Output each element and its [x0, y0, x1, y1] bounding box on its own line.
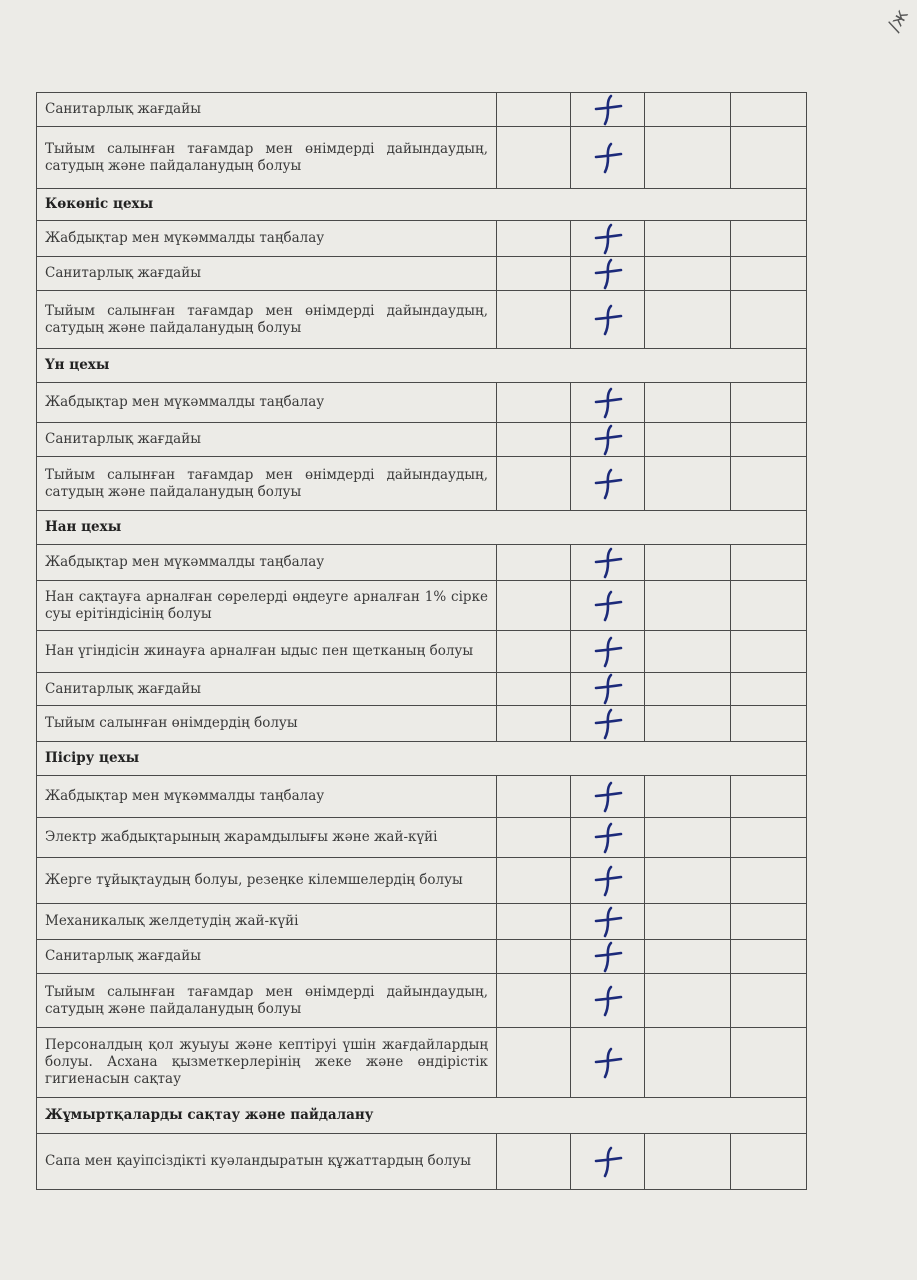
- checklist-body: [37, 93, 807, 1190]
- section-header-row: [37, 511, 807, 545]
- empty-cell: [497, 904, 571, 940]
- empty-cell: [731, 545, 807, 581]
- compliance-mark-cell: [571, 673, 645, 706]
- empty-cell: [645, 776, 731, 818]
- compliance-mark-cell: [571, 581, 645, 631]
- compliance-mark-cell: [571, 221, 645, 257]
- empty-cell: [731, 940, 807, 974]
- handwritten-plus-icon: [591, 1146, 625, 1178]
- checklist-row: [37, 1134, 807, 1190]
- checklist-row: [37, 383, 807, 423]
- requirement-text: Жабдықтар мен мүкәммалды таңбалау: [37, 221, 497, 257]
- empty-cell: [731, 1134, 807, 1190]
- requirement-text: Тыйым салынған тағамдар мен өнімдерді дайындаудың, сатудың және пайдаланудың болуы: [37, 127, 497, 189]
- empty-cell: [497, 581, 571, 631]
- checklist-row: [37, 257, 807, 291]
- empty-cell: [497, 257, 571, 291]
- empty-cell: [731, 776, 807, 818]
- compliance-mark-cell: [571, 818, 645, 858]
- compliance-mark-cell: [571, 1028, 645, 1098]
- requirement-text: Тыйым салынған тағамдар мен өнімдерді дайындаудың, сатудың және пайдаланудың болуы: [37, 457, 497, 511]
- empty-cell: [731, 631, 807, 673]
- empty-cell: [645, 457, 731, 511]
- empty-cell: [731, 858, 807, 904]
- handwritten-plus-icon: [591, 424, 625, 456]
- empty-cell: [497, 291, 571, 349]
- section-title: Үн цехы: [37, 349, 807, 383]
- empty-cell: [497, 423, 571, 457]
- handwritten-plus-icon: [591, 590, 625, 622]
- requirement-text: Санитарлық жағдайы: [37, 940, 497, 974]
- checklist-row: [37, 706, 807, 742]
- empty-cell: [645, 974, 731, 1028]
- handwritten-plus-icon: [591, 941, 625, 973]
- section-header-row: [37, 189, 807, 221]
- empty-cell: [497, 818, 571, 858]
- compliance-mark-cell: [571, 127, 645, 189]
- empty-cell: [645, 904, 731, 940]
- empty-cell: [497, 673, 571, 706]
- empty-cell: [497, 127, 571, 189]
- compliance-mark-cell: [571, 457, 645, 511]
- empty-cell: [731, 291, 807, 349]
- empty-cell: [497, 457, 571, 511]
- requirement-text: Тыйым салынған өнімдердің болуы: [37, 706, 497, 742]
- empty-cell: [497, 776, 571, 818]
- handwritten-plus-icon: [591, 822, 625, 854]
- checklist-row: [37, 776, 807, 818]
- requirement-text: Электр жабдықтарының жарамдылығы және жай-күйі: [37, 818, 497, 858]
- empty-cell: [645, 673, 731, 706]
- corner-handwritten-mark: /ж: [883, 5, 913, 36]
- empty-cell: [497, 974, 571, 1028]
- requirement-text: Санитарлық жағдайы: [37, 673, 497, 706]
- checklist-row: [37, 581, 807, 631]
- empty-cell: [497, 545, 571, 581]
- requirement-text: Нан сақтауға арналған сөрелерді өңдеуге арналған 1% сірке суы ерітіндісінің болуы: [37, 581, 497, 631]
- checklist-row: [37, 974, 807, 1028]
- empty-cell: [497, 1028, 571, 1098]
- requirement-text: Жабдықтар мен мүкәммалды таңбалау: [37, 545, 497, 581]
- checklist-row: [37, 1028, 807, 1098]
- empty-cell: [731, 581, 807, 631]
- section-title: Пісіру цехы: [37, 742, 807, 776]
- empty-cell: [497, 93, 571, 127]
- requirement-text: Санитарлық жағдайы: [37, 257, 497, 291]
- checklist-row: [37, 858, 807, 904]
- empty-cell: [731, 974, 807, 1028]
- requirement-text: Тыйым салынған тағамдар мен өнімдерді дайындаудың, сатудың және пайдаланудың болуы: [37, 974, 497, 1028]
- empty-cell: [497, 631, 571, 673]
- compliance-mark-cell: [571, 383, 645, 423]
- handwritten-plus-icon: [591, 223, 625, 255]
- checklist-row: [37, 940, 807, 974]
- checklist-row: [37, 127, 807, 189]
- compliance-mark-cell: [571, 858, 645, 904]
- compliance-mark-cell: [571, 631, 645, 673]
- empty-cell: [645, 818, 731, 858]
- empty-cell: [731, 1028, 807, 1098]
- checklist-row: [37, 673, 807, 706]
- checklist-row: [37, 545, 807, 581]
- checklist-row: [37, 904, 807, 940]
- handwritten-plus-icon: [591, 781, 625, 813]
- empty-cell: [731, 423, 807, 457]
- section-title: Жұмыртқаларды сақтау және пайдалану: [37, 1098, 807, 1134]
- compliance-mark-cell: [571, 1134, 645, 1190]
- requirement-text: Нан үгіндісін жинауға арналған ыдыс пен щетканың болуы: [37, 631, 497, 673]
- handwritten-plus-icon: [591, 708, 625, 740]
- requirement-text: Жабдықтар мен мүкәммалды таңбалау: [37, 383, 497, 423]
- checklist-row: [37, 291, 807, 349]
- empty-cell: [731, 706, 807, 742]
- handwritten-plus-icon: [591, 865, 625, 897]
- handwritten-plus-icon: [591, 906, 625, 938]
- empty-cell: [731, 818, 807, 858]
- empty-cell: [645, 581, 731, 631]
- compliance-mark-cell: [571, 776, 645, 818]
- requirement-text: Механикалық желдетудің жай-күйі: [37, 904, 497, 940]
- empty-cell: [645, 1134, 731, 1190]
- handwritten-plus-icon: [591, 142, 625, 174]
- empty-cell: [731, 383, 807, 423]
- requirement-text: Сапа мен қауіпсіздікті куәландыратын құжаттардың болуы: [37, 1134, 497, 1190]
- empty-cell: [645, 631, 731, 673]
- empty-cell: [645, 1028, 731, 1098]
- handwritten-plus-icon: [591, 94, 625, 126]
- handwritten-plus-icon: [591, 673, 625, 705]
- requirement-text: Жабдықтар мен мүкәммалды таңбалау: [37, 776, 497, 818]
- section-title: Көкөніс цехы: [37, 189, 807, 221]
- compliance-mark-cell: [571, 93, 645, 127]
- handwritten-plus-icon: [591, 468, 625, 500]
- handwritten-plus-icon: [591, 547, 625, 579]
- compliance-mark-cell: [571, 423, 645, 457]
- empty-cell: [645, 291, 731, 349]
- checklist-table: [36, 92, 807, 1190]
- empty-cell: [645, 127, 731, 189]
- empty-cell: [645, 940, 731, 974]
- empty-cell: [731, 257, 807, 291]
- checklist-row: [37, 423, 807, 457]
- empty-cell: [645, 423, 731, 457]
- requirement-text: Санитарлық жағдайы: [37, 423, 497, 457]
- compliance-mark-cell: [571, 706, 645, 742]
- handwritten-plus-icon: [591, 1047, 625, 1079]
- compliance-mark-cell: [571, 974, 645, 1028]
- requirement-text: Тыйым салынған тағамдар мен өнімдерді дайындаудың, сатудың және пайдаланудың болуы: [37, 291, 497, 349]
- empty-cell: [645, 257, 731, 291]
- empty-cell: [645, 383, 731, 423]
- section-header-row: [37, 742, 807, 776]
- requirement-text: Жерге тұйықтаудың болуы, резеңке кілемшелердің болуы: [37, 858, 497, 904]
- empty-cell: [731, 127, 807, 189]
- requirement-text: Санитарлық жағдайы: [37, 93, 497, 127]
- compliance-mark-cell: [571, 257, 645, 291]
- checklist-row: [37, 818, 807, 858]
- empty-cell: [731, 93, 807, 127]
- handwritten-plus-icon: [591, 304, 625, 336]
- compliance-mark-cell: [571, 904, 645, 940]
- handwritten-plus-icon: [591, 636, 625, 668]
- compliance-mark-cell: [571, 940, 645, 974]
- checklist-row: [37, 457, 807, 511]
- empty-cell: [645, 221, 731, 257]
- checklist-row: [37, 221, 807, 257]
- requirement-text: Персоналдың қол жуыуы және кептіруі үшін жағдайлардың болуы. Асхана қызметкерлерінің жеке және өндірістік гигиенасын сақтау: [37, 1028, 497, 1098]
- checklist-row: [37, 93, 807, 127]
- checklist-sheet: [36, 92, 806, 1190]
- empty-cell: [645, 93, 731, 127]
- empty-cell: [497, 1134, 571, 1190]
- empty-cell: [497, 940, 571, 974]
- section-title: Нан цехы: [37, 511, 807, 545]
- empty-cell: [497, 221, 571, 257]
- empty-cell: [731, 221, 807, 257]
- handwritten-plus-icon: [591, 387, 625, 419]
- empty-cell: [645, 858, 731, 904]
- handwritten-plus-icon: [591, 258, 625, 290]
- empty-cell: [645, 706, 731, 742]
- empty-cell: [497, 858, 571, 904]
- handwritten-plus-icon: [591, 985, 625, 1017]
- section-header-row: [37, 349, 807, 383]
- checklist-row: [37, 631, 807, 673]
- empty-cell: [497, 706, 571, 742]
- compliance-mark-cell: [571, 545, 645, 581]
- empty-cell: [731, 904, 807, 940]
- empty-cell: [497, 383, 571, 423]
- section-header-row: [37, 1098, 807, 1134]
- compliance-mark-cell: [571, 291, 645, 349]
- empty-cell: [731, 673, 807, 706]
- empty-cell: [731, 457, 807, 511]
- empty-cell: [645, 545, 731, 581]
